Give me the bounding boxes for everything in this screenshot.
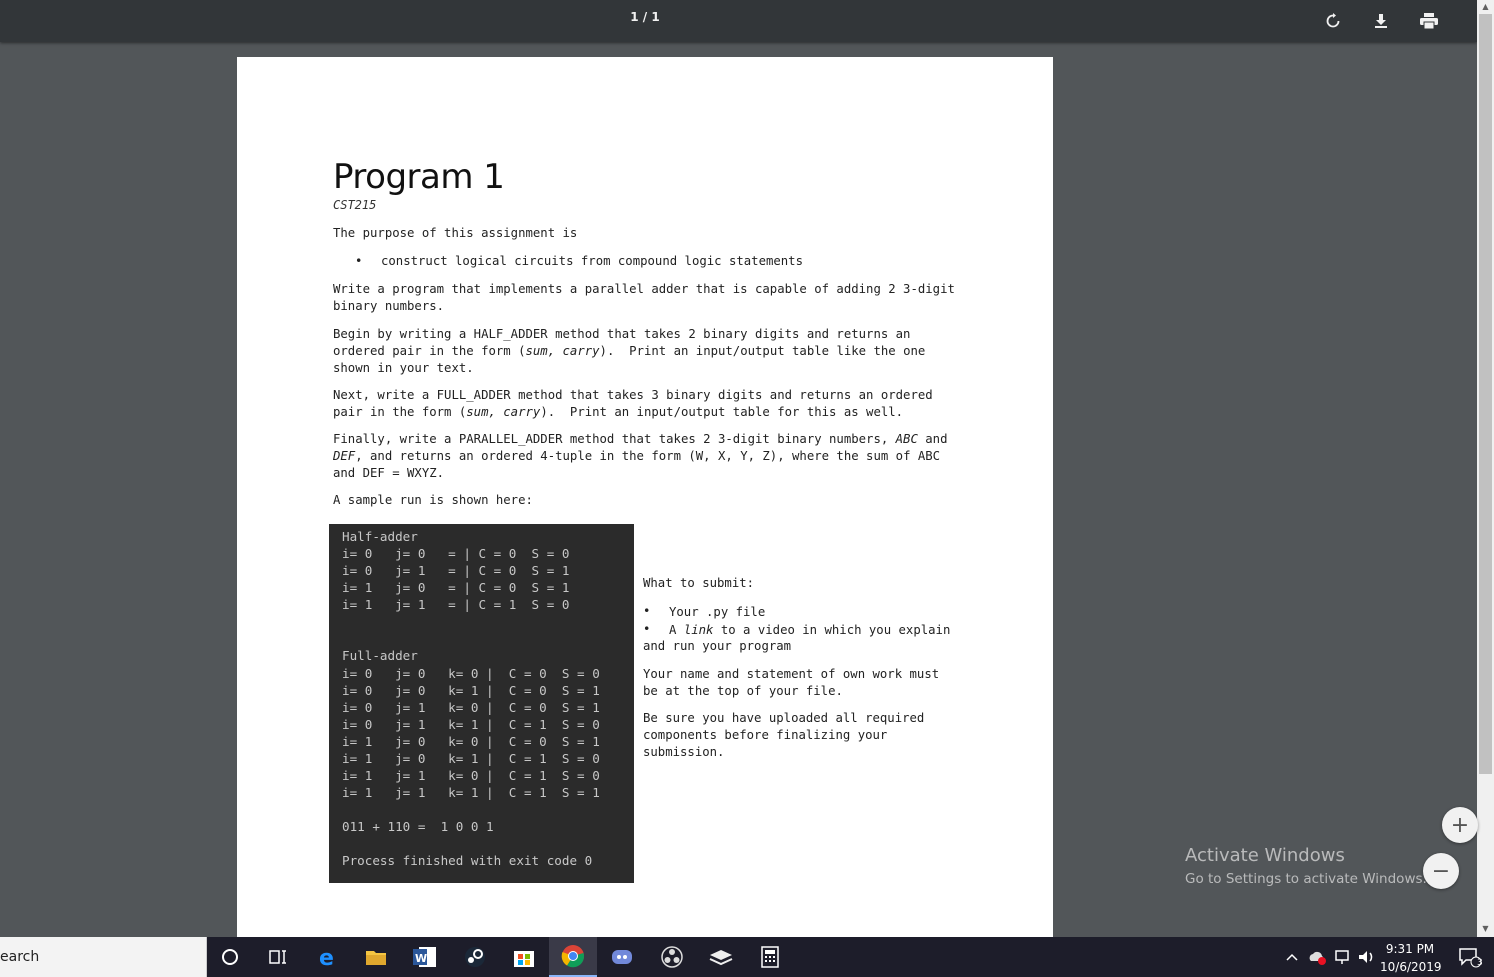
network-tray-button[interactable] <box>1330 937 1354 977</box>
scroll-up-arrow[interactable]: ▲ <box>1482 2 1489 11</box>
onedrive-tray-button[interactable] <box>1305 937 1329 977</box>
rotate-icon <box>1325 13 1341 29</box>
console-line: Half-adder <box>342 529 418 544</box>
volume-tray-button[interactable] <box>1355 937 1379 977</box>
print-button[interactable] <box>1414 6 1444 36</box>
rotate-button[interactable] <box>1318 6 1348 36</box>
show-hidden-icons-button[interactable] <box>1280 937 1304 977</box>
word-app-button[interactable] <box>401 937 449 977</box>
paragraph-half-adder: Begin by writing a HALF_ADDER method that takes 2 binary digits and returns an ordered pair in the form (sum, carry). Print an input/output table like the one shown in your text. <box>333 327 926 375</box>
console-line: i= 0 j= 1 k= 1 | C = 1 S = 0 <box>342 717 600 732</box>
activate-windows-title: Activate Windows <box>1185 845 1345 866</box>
calculator-app-button[interactable] <box>746 937 794 977</box>
console-line: i= 1 j= 0 = | C = 0 S = 1 <box>342 580 570 595</box>
page-indicator: 1 / 1 <box>630 10 660 24</box>
submit-item-video-cont: and run your program <box>643 639 792 653</box>
console-line: 011 + 110 = 1 0 0 1 <box>342 819 494 834</box>
zoom-out-button[interactable]: − <box>1423 853 1459 889</box>
cortana-icon <box>221 948 239 966</box>
submit-name-statement: Your name and statement of own work must be at the top of your file. <box>643 667 940 698</box>
folder-icon <box>365 948 387 966</box>
steam-icon <box>463 945 487 969</box>
console-line: i= 0 j= 1 = | C = 0 S = 1 <box>342 563 570 578</box>
bullet-dot: • <box>643 604 651 618</box>
store-icon <box>513 946 535 968</box>
bullet-dot: • <box>355 254 363 268</box>
console-line: Process finished with exit code 0 <box>342 853 593 868</box>
console-line: i= 0 j= 0 = | C = 0 S = 0 <box>342 546 570 561</box>
obs-icon <box>660 945 684 969</box>
action-center-button[interactable] <box>1446 937 1494 977</box>
console-line: i= 1 j= 0 k= 0 | C = 0 S = 1 <box>342 734 600 749</box>
console-line: i= 0 j= 0 k= 0 | C = 0 S = 0 <box>342 666 600 681</box>
document-title: Program 1 <box>333 157 505 197</box>
taskbar-clock[interactable] <box>1380 940 1440 976</box>
layers-icon <box>708 947 734 967</box>
word-icon <box>413 946 437 968</box>
download-icon <box>1373 13 1389 29</box>
pdf-toolbar <box>0 0 1477 42</box>
scroll-down-arrow[interactable]: ▼ <box>1482 924 1489 933</box>
sample-run-intro: A sample run is shown here: <box>333 493 533 507</box>
paragraph-full-adder: Next, write a FULL_ADDER method that takes 3 binary digits and returns an ordered pair in the form (sum, carry). Print an input/output table for this as well. <box>333 388 933 419</box>
network-icon <box>1333 949 1351 965</box>
task-view-icon <box>269 949 287 965</box>
steam-app-button[interactable] <box>451 937 499 977</box>
console-line: i= 1 j= 0 k= 1 | C = 1 S = 0 <box>342 751 600 766</box>
store-app-button[interactable] <box>500 937 548 977</box>
edge-icon <box>317 946 339 968</box>
task-view-button[interactable] <box>254 937 302 977</box>
purpose-bullet: construct logical circuits from compound logic statements <box>381 254 803 268</box>
cloud-error-icon <box>1307 949 1327 965</box>
notification-count: 3 <box>1477 958 1483 968</box>
submit-heading: What to submit: <box>643 576 755 590</box>
submit-reminder: Be sure you have uploaded all required components before finalizing your submission. <box>643 711 925 759</box>
cortana-button[interactable] <box>206 937 254 977</box>
obs-app-button[interactable] <box>648 937 696 977</box>
console-line: i= 1 j= 1 k= 0 | C = 1 S = 0 <box>342 768 600 783</box>
paragraph-parallel-method: Finally, write a PARALLEL_ADDER method that takes 2 3-digit binary numbers, ABC and DEF, and returns an ordered 4-tuple in the form (W, X, Y, Z), where the sum of ABC and DEF = WXYZ. <box>333 432 948 480</box>
zoom-in-button[interactable]: + <box>1442 807 1478 843</box>
console-line: i= 0 j= 1 k= 0 | C = 0 S = 1 <box>342 700 600 715</box>
console-line: i= 1 j= 1 k= 1 | C = 1 S = 1 <box>342 785 600 800</box>
edge-app-button[interactable] <box>304 937 352 977</box>
discord-app-button[interactable] <box>598 937 646 977</box>
chrome-app-button[interactable] <box>549 937 597 977</box>
paragraph-parallel-adder: Write a program that implements a parallel adder that is capable of adding 2 3-digit binary numbers. <box>333 282 955 313</box>
clock-time: 9:31 PM <box>1385 942 1435 956</box>
print-icon <box>1420 13 1438 29</box>
bullet-dot: • <box>643 622 651 636</box>
tray-app-button[interactable] <box>697 937 745 977</box>
search-text: earch <box>0 949 40 965</box>
svg-text:e: e <box>319 946 334 968</box>
purpose-intro: The purpose of this assignment is <box>333 226 578 240</box>
svg-text:W: W <box>415 952 428 965</box>
discord-icon <box>610 947 634 967</box>
file-explorer-button[interactable] <box>352 937 400 977</box>
calculator-icon <box>761 946 779 968</box>
submit-item-py-file: Your .py file <box>669 605 766 619</box>
chevron-up-icon <box>1286 953 1298 961</box>
clock-date: 10/6/2019 <box>1380 960 1442 974</box>
activate-windows-hint: Go to Settings to activate Windows. <box>1185 871 1427 887</box>
chrome-icon <box>561 944 585 968</box>
course-code: CST215 <box>333 198 377 212</box>
volume-icon <box>1357 949 1377 965</box>
scrollbar-thumb[interactable] <box>1479 14 1492 774</box>
taskbar-search-box[interactable] <box>0 937 207 977</box>
console-line: i= 1 j= 1 = | C = 1 S = 0 <box>342 597 570 612</box>
console-line: Full-adder <box>342 648 418 663</box>
download-button[interactable] <box>1366 6 1396 36</box>
submit-item-video: A link to a video in which you explain <box>669 623 951 637</box>
console-line: i= 0 j= 0 k= 1 | C = 0 S = 1 <box>342 683 600 698</box>
